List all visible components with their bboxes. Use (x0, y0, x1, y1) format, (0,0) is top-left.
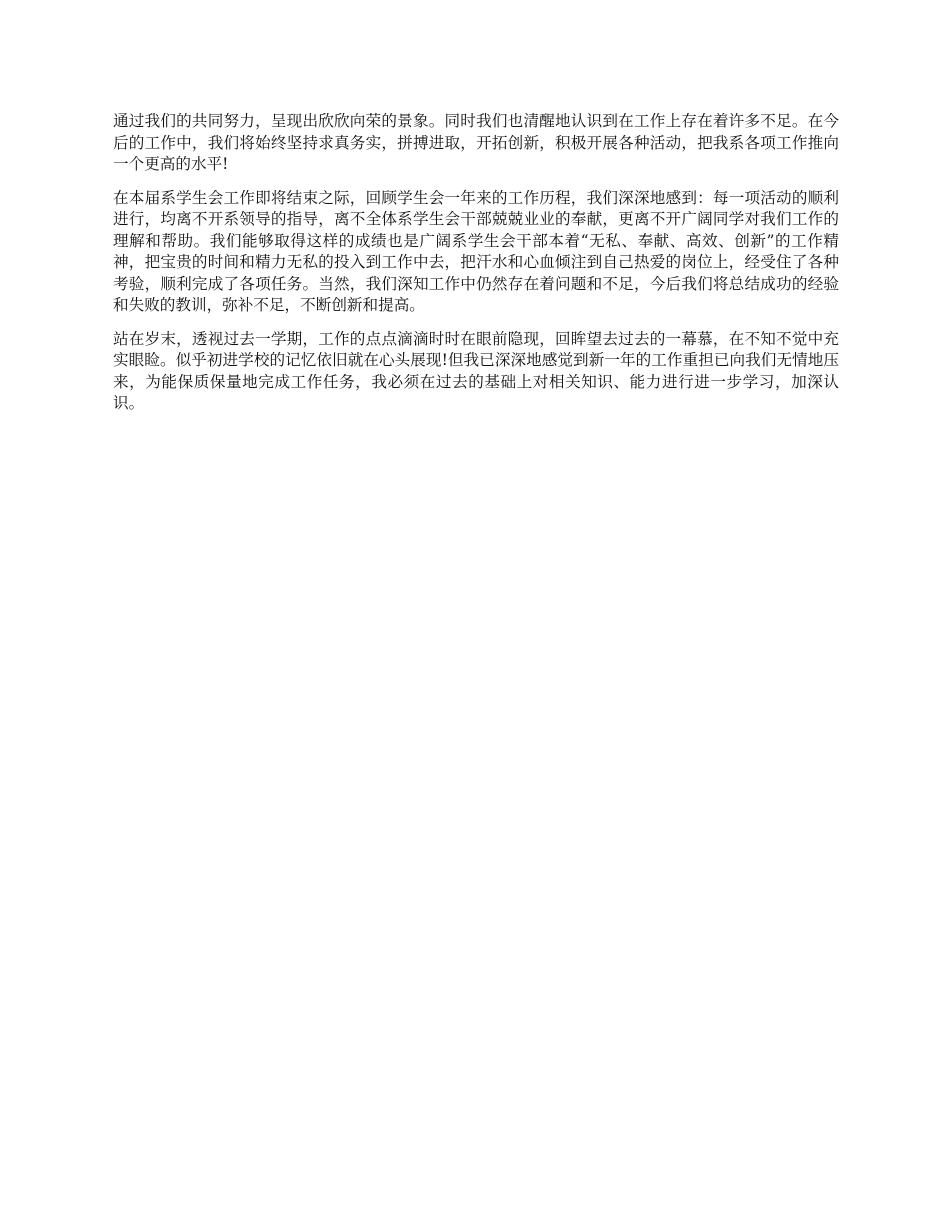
paragraph-2: 在本届系学生会工作即将结束之际，回顾学生会一年来的工作历程，我们深深地感到：每一项活动的顺利进行，均离不开系领导的指导，离不全体系学生会干部兢兢业业的奉献，更离不开广阔同学对我们工作的理解和帮助。我们能够取得这样的成绩也是广阔系学生会干部本着“无私、奉献、高效、创新”的工作精神，把宝贵的时间和精力无私的投入到工作中去，把汗水和心血倾注到自己热爱的岗位上，经受住了各种考验，顺利完成了各项任务。当然，我们深知工作中仍然存在着问题和不足，今后我们将总结成功的经验和失败的教训，弥补不足，不断创新和提高。 (113, 188, 839, 314)
paragraph-3: 站在岁末，透视过去一学期，工作的点点滴滴时时在眼前隐现，回眸望去过去的一幕慕，在不知不觉中充实眼睑。似乎初进学校的记忆依旧就在心头展现!但我已深深地感觉到新一年的工作重担已向我们无情地压来，为能保质保量地完成工作任务，我必须在过去的基础上对相关知识、能力进行进一步学习，加深认识。 (113, 329, 839, 412)
document-body (113, 111, 839, 427)
paragraph-1: 通过我们的共同努力，呈现出欣欣向荣的景象。同时我们也清醒地认识到在工作上存在着许多不足。在今后的工作中，我们将始终坚持求真务实，拼搏进取，开拓创新，积极开展各种活动，把我系各项工作推向一个更高的水平! (113, 112, 839, 173)
